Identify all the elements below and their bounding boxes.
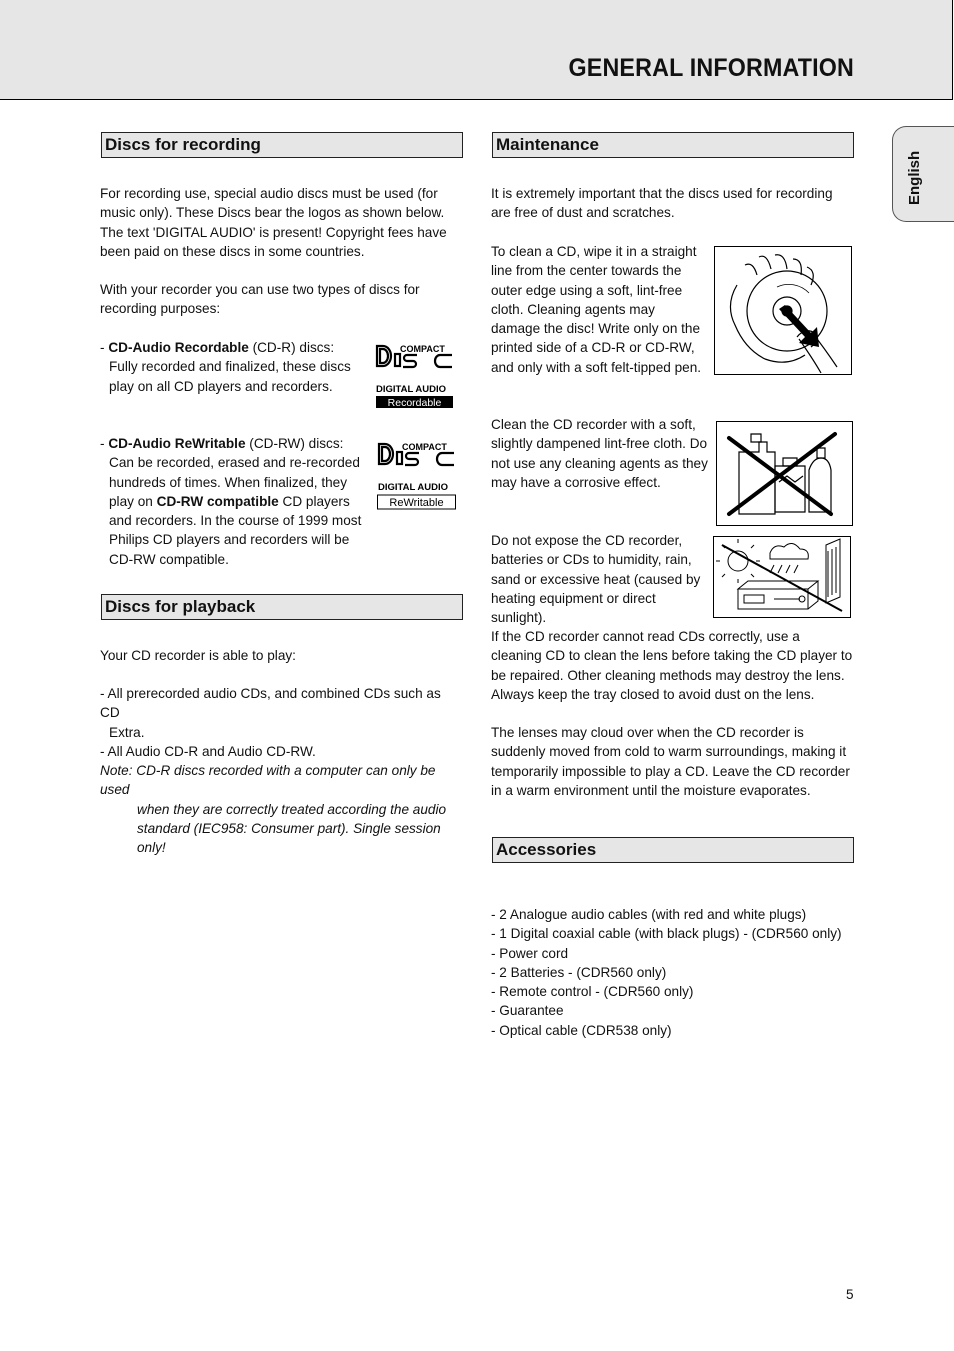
svg-text:COMPACT: COMPACT [402, 442, 447, 452]
disc-wiping-illustration [714, 246, 852, 375]
cdr-description: - CD-Audio Recordable (CD-R) discs: Fully recorded and finalized, these discs play on all CD players and recorders. [100, 340, 351, 394]
list-item: - Guarantee [491, 1003, 564, 1019]
language-label: English [906, 150, 923, 205]
list-item: - All Audio CD-R and Audio CD-RW. [100, 743, 316, 759]
list-item-continuation: Extra. [109, 724, 145, 740]
page-header [0, 0, 953, 100]
section-heading-accessories: Accessories [492, 837, 854, 863]
environment-warning-text: Do not expose the CD recorder, batteries or CDs to humidity, rain, sand or excessive heat (caused by heating equipment or direct sunlight). [491, 533, 701, 626]
section-heading-discs-recording: Discs for recording [101, 132, 463, 158]
list-item: - All prerecorded audio CDs, and combined CDs such as CD [100, 686, 441, 721]
lens-cleaning-text: If the CD recorder cannot read CDs correctly, use a cleaning CD to clean the lens before taking the CD player to be repaired. Other cleaning methods may destroy the lens. Always keep the tray closed to avoid dust on the lens. [491, 629, 853, 702]
list-item: - 2 Batteries - (CDR560 only) [491, 964, 667, 980]
no-cleaning-agents-illustration [716, 421, 853, 526]
svg-text:Recordable: Recordable [387, 397, 442, 409]
recording-intro-text: For recording use, special audio discs must be used (for music only). These Discs bear the logos as shown below. The text 'DIGITAL AUDIO' is present! Copyright fees have been paid on these discs in some countries. [100, 186, 447, 259]
section-heading-discs-playback: Discs for playback [101, 594, 463, 620]
section-heading-maintenance: Maintenance [492, 132, 854, 158]
svg-text:COMPACT: COMPACT [400, 344, 445, 354]
humidity-heat-warning-illustration [713, 536, 851, 618]
list-item: - Power cord [491, 945, 569, 961]
svg-text:DIGITAL AUDIO: DIGITAL AUDIO [378, 482, 449, 493]
list-item: - Optical cable (CDR538 only) [491, 1022, 672, 1038]
list-item: - Remote control - (CDR560 only) [491, 984, 694, 1000]
page-number: 5 [846, 1287, 854, 1302]
cdrw-description: - CD-Audio ReWritable (CD-RW) discs: Can be recorded, erased and re-recorded hundreds of times. When finalized, they play on CD-RW compatible CD players and recorders. In the course of 1999 most Philips CD players and recorders will be CD-RW compatible. [100, 436, 362, 567]
recording-types-text: With your recorder you can use two types of discs for recording purposes: [100, 282, 420, 317]
svg-text:ReWritable: ReWritable [389, 497, 444, 509]
playback-list [100, 684, 464, 761]
language-tab [892, 126, 954, 222]
list-item: - 1 Digital coaxial cable (with black plugs) - (CDR560 only) [491, 926, 842, 942]
playback-note: Note: CD-R discs recorded with a computer can only be used when they are correctly treated according the audio standard (IEC958: Consumer part). Single session only! [100, 763, 447, 856]
recorder-cleaning-text: Clean the CD recorder with a soft, slightly dampened lint-free cloth. Do not use any cleaning agents as they may have a corrosive effect. [491, 417, 708, 490]
accessories-list [491, 905, 842, 1040]
list-item: - 2 Analogue audio cables (with red and white plugs) [491, 907, 807, 922]
page-title: GENERAL INFORMATION [568, 54, 854, 82]
svg-text:DIGITAL AUDIO: DIGITAL AUDIO [376, 384, 447, 395]
maintenance-intro-text: It is extremely important that the discs used for recording are free of dust and scratches. [491, 186, 833, 221]
compact-disc-rewritable-logo [376, 440, 458, 517]
compact-disc-recordable-logo [374, 342, 456, 415]
playback-intro-text: Your CD recorder is able to play: [100, 648, 296, 663]
condensation-text: The lenses may cloud over when the CD recorder is suddenly moved from cold to warm surroundings, making it temporarily impossible to play a CD. Leave the CD recorder in a warm environment until the moisture evaporates. [491, 725, 850, 798]
disc-cleaning-text: To clean a CD, wipe it in a straight line from the center towards the outer edge using a soft, lint-free cloth. Cleaning agents may damage the disc! Write only on the printed side of a CD-R or CD-RW, and only with a soft felt-tipped pen. [491, 244, 702, 375]
